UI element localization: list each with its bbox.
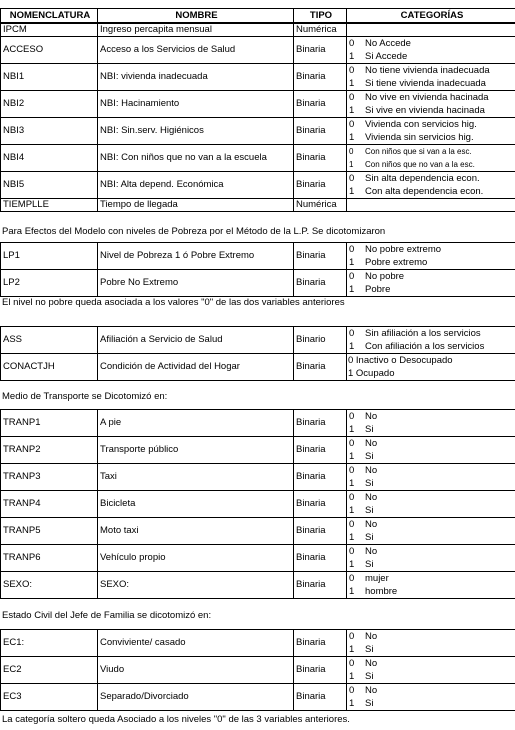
variable-type: Binaria xyxy=(294,491,347,518)
category-line xyxy=(347,354,515,367)
category-label: No xyxy=(365,410,378,422)
category-line xyxy=(347,145,515,158)
table-row xyxy=(1,145,515,172)
category-line xyxy=(347,630,515,643)
variable-name: Bicicleta xyxy=(98,491,294,518)
category-code: 1 xyxy=(349,585,355,597)
category-line xyxy=(347,657,515,670)
category-label: No vive en vivienda hacinada xyxy=(365,91,489,103)
category-line xyxy=(347,118,515,131)
variable-categories xyxy=(347,37,515,64)
category-line xyxy=(347,172,515,185)
category-label: Si xyxy=(365,450,374,462)
category-code: 0 xyxy=(349,491,355,503)
variable-code: NBI4 xyxy=(1,145,98,172)
header-categorias: CATEGORÍAS xyxy=(347,9,515,23)
category-line xyxy=(347,518,515,531)
table-row xyxy=(1,37,515,64)
category-line xyxy=(347,643,515,656)
variable-code: ASS xyxy=(1,327,98,354)
table-row xyxy=(1,657,515,684)
variable-type: Binaria xyxy=(294,630,347,657)
table-row xyxy=(1,354,515,381)
category-label: 0 Inactivo o Desocupado xyxy=(348,354,453,366)
category-label: No xyxy=(365,684,378,696)
category-code: 1 xyxy=(349,643,355,655)
variable-code: TRANP6 xyxy=(1,545,98,572)
variable-code: LP2 xyxy=(1,270,98,297)
variable-name: SEXO: xyxy=(98,572,294,599)
variable-name: Condición de Actividad del Hogar xyxy=(98,354,294,381)
category-label: No xyxy=(365,545,378,557)
variable-categories xyxy=(347,91,515,118)
category-line xyxy=(347,243,515,256)
variable-type: Binaria xyxy=(294,437,347,464)
variable-code: NBI2 xyxy=(1,91,98,118)
table-row xyxy=(1,572,515,599)
variable-type: Binaria xyxy=(294,91,347,118)
category-line xyxy=(347,697,515,710)
category-line xyxy=(347,158,515,171)
category-code: 0 xyxy=(349,572,355,584)
category-label: Si xyxy=(365,504,374,516)
variable-name: A pie xyxy=(98,410,294,437)
variable-categories xyxy=(347,437,515,464)
category-line xyxy=(347,670,515,683)
variable-name: Vehículo propio xyxy=(98,545,294,572)
category-line xyxy=(347,531,515,544)
category-label: Si xyxy=(365,531,374,543)
table-row xyxy=(1,270,515,297)
variable-type: Binaria xyxy=(294,37,347,64)
table-row xyxy=(1,24,515,37)
category-code: 0 xyxy=(349,37,355,49)
variable-type: Binaria xyxy=(294,64,347,91)
category-code: 1 xyxy=(349,558,355,570)
category-code: 1 xyxy=(349,423,355,435)
variable-code: ACCESO xyxy=(1,37,98,64)
category-line xyxy=(347,585,515,598)
category-label: Si vive en vivienda hacinada xyxy=(365,104,485,116)
category-label: Con afiliación a los servicios xyxy=(365,340,485,352)
category-label: Si xyxy=(365,423,374,435)
category-label: No xyxy=(365,657,378,669)
category-label: No xyxy=(365,437,378,449)
variable-code: EC2 xyxy=(1,657,98,684)
variable-categories xyxy=(347,572,515,599)
variable-categories xyxy=(347,243,515,270)
category-label: Pobre xyxy=(365,283,391,295)
variable-name: Ingreso percapita mensual xyxy=(98,24,294,37)
variable-code: LP1 xyxy=(1,243,98,270)
category-code: 0 xyxy=(349,630,355,642)
variable-name: Taxi xyxy=(98,464,294,491)
category-label: Con niños que si van a la esc. xyxy=(365,146,472,156)
category-code: 0 xyxy=(349,437,355,449)
category-line xyxy=(347,558,515,571)
variable-name: NBI: vivienda inadecuada xyxy=(98,64,294,91)
table-row xyxy=(1,437,515,464)
variable-code: NBI5 xyxy=(1,172,98,199)
variable-code: TRANP5 xyxy=(1,518,98,545)
variable-name: Viudo xyxy=(98,657,294,684)
category-label: Si xyxy=(365,643,374,655)
variable-type: Binaria xyxy=(294,572,347,599)
variable-type: Numérica xyxy=(294,199,347,212)
variable-categories xyxy=(347,684,515,711)
variable-type: Numérica xyxy=(294,24,347,37)
variable-categories xyxy=(347,657,515,684)
variable-code: TRANP3 xyxy=(1,464,98,491)
variable-categories xyxy=(347,270,515,297)
category-line xyxy=(347,464,515,477)
category-label: hombre xyxy=(365,585,398,597)
category-code: 1 xyxy=(349,131,355,143)
table-row xyxy=(1,327,515,354)
variable-type: Binario xyxy=(294,327,347,354)
table-row xyxy=(1,630,515,657)
table-row xyxy=(1,518,515,545)
category-code: 0 xyxy=(349,410,355,422)
variable-type: Binaria xyxy=(294,270,347,297)
variables-table-5 xyxy=(0,629,515,711)
table-row xyxy=(1,243,515,270)
category-label: No xyxy=(365,518,378,530)
variable-name: NBI: Hacinamiento xyxy=(98,91,294,118)
category-code: 0 xyxy=(349,464,355,476)
variable-categories xyxy=(347,24,515,37)
variable-type: Binaria xyxy=(294,118,347,145)
table-row xyxy=(1,545,515,572)
category-line xyxy=(347,367,515,380)
variable-name: Moto taxi xyxy=(98,518,294,545)
category-code: 1 xyxy=(349,531,355,543)
category-line xyxy=(347,37,515,50)
category-line xyxy=(347,131,515,144)
variable-code: NBI3 xyxy=(1,118,98,145)
category-line xyxy=(347,340,515,353)
variable-name: Afiliación a Servicio de Salud xyxy=(98,327,294,354)
variable-categories xyxy=(347,327,515,354)
category-code: 1 xyxy=(349,256,355,268)
category-code: 1 xyxy=(349,697,355,709)
category-label: Vivienda sin servicios hig. xyxy=(365,131,474,143)
variable-categories xyxy=(347,630,515,657)
variable-name: Acceso a los Servicios de Salud xyxy=(98,37,294,64)
category-code: 0 xyxy=(349,172,355,184)
category-code: 1 xyxy=(349,450,355,462)
variable-code: EC1: xyxy=(1,630,98,657)
category-code: 1 xyxy=(349,504,355,516)
variable-code: CONACTJH xyxy=(1,354,98,381)
category-line xyxy=(347,185,515,198)
variable-categories xyxy=(347,64,515,91)
category-label: Si tiene vivienda inadecuada xyxy=(365,77,486,89)
variable-code: IPCM xyxy=(1,24,98,37)
variable-name: Nivel de Pobreza 1 ó Pobre Extremo xyxy=(98,243,294,270)
variable-type: Binaria xyxy=(294,354,347,381)
category-label: No pobre xyxy=(365,270,405,282)
category-line xyxy=(347,327,515,340)
variable-categories xyxy=(347,410,515,437)
variable-categories xyxy=(347,354,515,381)
table-row xyxy=(1,91,515,118)
category-code: 0 xyxy=(349,64,355,76)
category-code: 1 xyxy=(349,159,354,169)
variable-type: Binaria xyxy=(294,518,347,545)
variable-type: Binaria xyxy=(294,657,347,684)
category-code: 0 xyxy=(349,91,355,103)
variable-categories xyxy=(347,491,515,518)
category-label: Si xyxy=(365,558,374,570)
variable-type: Binaria xyxy=(294,410,347,437)
category-line xyxy=(347,64,515,77)
category-line xyxy=(347,572,515,585)
category-label: Vivienda con servicios hig. xyxy=(365,118,477,130)
table-row xyxy=(1,410,515,437)
note-lp: Para Efectos del Modelo con niveles de Pobreza por el Método de la L.P. Se dicotomizaron xyxy=(2,226,386,237)
variable-type: Binaria xyxy=(294,464,347,491)
variable-type: Binaria xyxy=(294,145,347,172)
category-line xyxy=(347,410,515,423)
category-line xyxy=(347,270,515,283)
variable-type: Binaria xyxy=(294,684,347,711)
category-label: Si xyxy=(365,697,374,709)
variable-code: NBI1 xyxy=(1,64,98,91)
category-line xyxy=(347,77,515,90)
variable-categories xyxy=(347,518,515,545)
category-code: 0 xyxy=(349,118,355,130)
category-line xyxy=(347,684,515,697)
category-code: 0 xyxy=(349,545,355,557)
category-label: Con alta dependencia econ. xyxy=(365,185,484,197)
category-code: 0 xyxy=(349,270,355,282)
table-row xyxy=(1,199,515,212)
table-row xyxy=(1,491,515,518)
category-code: 0 xyxy=(349,684,355,696)
variables-table-4 xyxy=(0,409,515,599)
category-line xyxy=(347,91,515,104)
category-label: No tiene vivienda inadecuada xyxy=(365,64,490,76)
category-label: No Accede xyxy=(365,37,411,49)
variables-table-3 xyxy=(0,326,515,381)
category-code: 0 xyxy=(349,518,355,530)
variable-type: Binaria xyxy=(294,243,347,270)
category-code: 1 xyxy=(349,77,355,89)
variable-type: Binaria xyxy=(294,172,347,199)
variable-name: Conviviente/ casado xyxy=(98,630,294,657)
category-label: No xyxy=(365,491,378,503)
category-label: Con niños que no van a la esc. xyxy=(365,159,475,169)
header-tipo: TIPO xyxy=(294,9,347,23)
category-label: Sin alta dependencia econ. xyxy=(365,172,480,184)
note-no-pobre: El nivel no pobre queda asociada a los valores "0" de las dos variables anteriores xyxy=(2,297,345,308)
category-code: 0 xyxy=(349,243,355,255)
category-code: 1 xyxy=(349,477,355,489)
variable-code: TRANP1 xyxy=(1,410,98,437)
table-row xyxy=(1,464,515,491)
variables-table-1 xyxy=(0,23,515,212)
category-line xyxy=(347,50,515,63)
variable-code: EC3 xyxy=(1,684,98,711)
category-code: 1 xyxy=(349,104,355,116)
variable-name: Tiempo de llegada xyxy=(98,199,294,212)
variable-code: TRANP2 xyxy=(1,437,98,464)
note-transporte: Medio de Transporte se Dicotomizó en: xyxy=(2,391,168,402)
category-label: 1 Ocupado xyxy=(348,367,395,379)
variable-categories xyxy=(347,172,515,199)
variable-type: Binaria xyxy=(294,545,347,572)
category-label: No xyxy=(365,630,378,642)
variable-name: Pobre No Extremo xyxy=(98,270,294,297)
category-code: 1 xyxy=(349,340,355,352)
variable-name: NBI: Con niños que no van a la escuela xyxy=(98,145,294,172)
category-line xyxy=(347,283,515,296)
category-label: Si xyxy=(365,670,374,682)
category-label: Si Accede xyxy=(365,50,408,62)
category-code: 1 xyxy=(349,283,355,295)
table-row xyxy=(1,118,515,145)
variable-name: Transporte público xyxy=(98,437,294,464)
variable-code: TRANP4 xyxy=(1,491,98,518)
category-code: 0 xyxy=(349,657,355,669)
category-line xyxy=(347,450,515,463)
category-label: Sin afiliación a los servicios xyxy=(365,327,481,339)
category-label: No xyxy=(365,464,378,476)
variable-categories xyxy=(347,199,515,212)
category-line xyxy=(347,545,515,558)
category-code: 1 xyxy=(349,50,355,62)
category-label: mujer xyxy=(365,572,389,584)
header-nomenclatura: NOMENCLATURA xyxy=(1,9,98,23)
category-code: 1 xyxy=(349,185,355,197)
variable-categories xyxy=(347,145,515,172)
variable-categories xyxy=(347,118,515,145)
variable-categories xyxy=(347,464,515,491)
table-row xyxy=(1,172,515,199)
category-code: 0 xyxy=(349,146,354,156)
variable-name: Separado/Divorciado xyxy=(98,684,294,711)
variable-name: NBI: Sin.serv. Higiénicos xyxy=(98,118,294,145)
category-label: Si xyxy=(365,477,374,489)
variable-code: TIEMPLLE xyxy=(1,199,98,212)
category-line xyxy=(347,437,515,450)
variables-table-2 xyxy=(0,242,515,297)
variable-categories xyxy=(347,545,515,572)
header-nombre: NOMBRE xyxy=(98,9,294,23)
category-code: 0 xyxy=(349,327,355,339)
category-line xyxy=(347,477,515,490)
category-code: 1 xyxy=(349,670,355,682)
table-row xyxy=(1,64,515,91)
category-line xyxy=(347,423,515,436)
category-label: No pobre extremo xyxy=(365,243,442,255)
category-line xyxy=(347,256,515,269)
note-soltero: La categoría soltero queda Asociado a los niveles "0" de las 3 variables anteriores. xyxy=(2,714,350,725)
variable-code: SEXO: xyxy=(1,572,98,599)
category-label: Pobre extremo xyxy=(365,256,428,268)
variable-name: NBI: Alta depend. Económica xyxy=(98,172,294,199)
table-row xyxy=(1,684,515,711)
header-table xyxy=(0,8,515,23)
category-line xyxy=(347,491,515,504)
category-line xyxy=(347,104,515,117)
note-estado-civil: Estado Civil del Jefe de Familia se dicotomizó en: xyxy=(2,610,212,621)
category-line xyxy=(347,504,515,517)
